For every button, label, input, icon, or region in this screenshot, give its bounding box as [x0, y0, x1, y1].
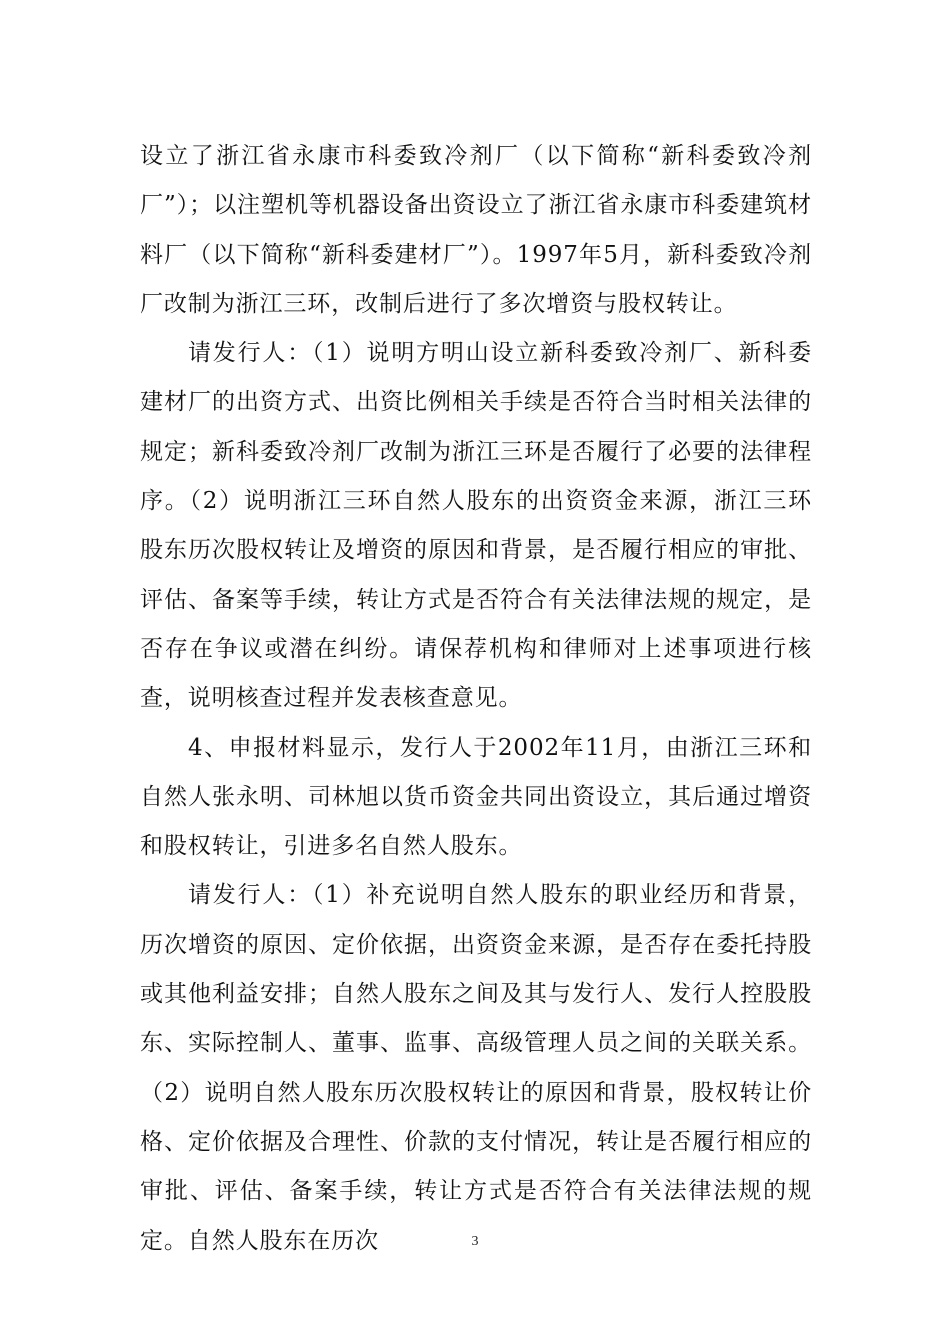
- paragraph-request-2: 请发行人：（1）补充说明自然人股东的职业经历和背景，历次增资的原因、定价依据，出资资金来源，是否存在委托持股或其他利益安排；自然人股东之间及其与发行人、发行人控股股东、实际控制人、董事、监事、高级管理人员之间的关联关系。（2）说明自然人股东历次股权转让的原因和背景，股权转让价格、定价依据及合理性、价款的支付情况，转让是否履行相应的审批、评估、备案手续，转让方式是否符合有关法律法规的规定。自然人股东在历次: [140, 882, 812, 1254]
- paragraph-continuation: 设立了浙江省永康市科委致冷剂厂（以下简称“新科委致冷剂厂”）；以注塑机等机器设备出资设立了浙江省永康市科委建筑材料厂（以下简称“新科委建材厂”）。1997年5月，新科委致冷剂厂改制为浙江三环，改制后进行了多次增资与股权转让。: [140, 143, 812, 317]
- page-number: 3: [471, 1234, 479, 1249]
- paragraph-request-1: 请发行人：（1）说明方明山设立新科委致冷剂厂、新科委建材厂的出资方式、出资比例相关手续是否符合当时相关法律的规定；新科委致冷剂厂改制为浙江三环是否履行了必要的法律程序。（2）说明浙江三环自然人股东的出资资金来源，浙江三环股东历次股权转让及增资的原因和背景，是否履行相应的审批、评估、备案等手续，转让方式是否符合有关法律法规的规定，是否存在争议或潜在纠纷。请保荐机构和律师对上述事项进行核查，说明核查过程并发表核查意见。: [140, 340, 812, 712]
- paragraph-item-4: 4、申报材料显示，发行人于2002年11月，由浙江三环和自然人张永明、司林旭以货币资金共同出资设立，其后通过增资和股权转让，引进多名自然人股东。: [140, 734, 812, 860]
- document-body: [140, 132, 812, 1266]
